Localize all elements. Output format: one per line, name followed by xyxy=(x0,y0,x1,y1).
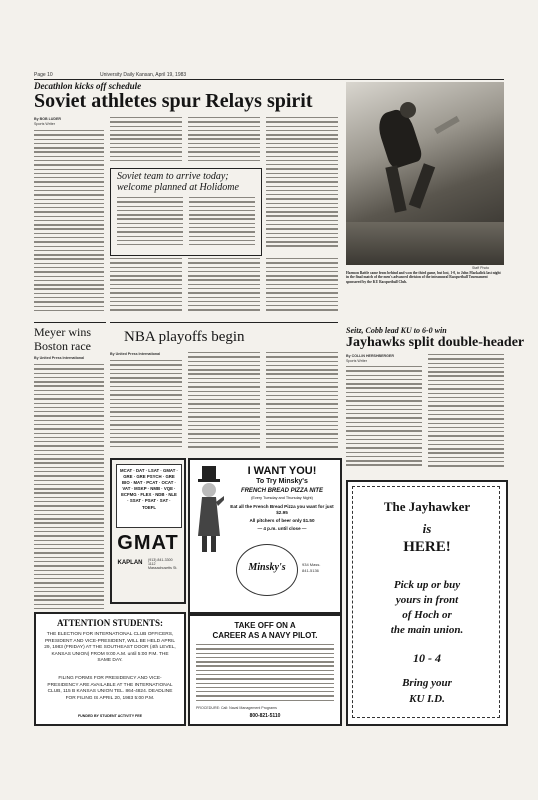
gmat-address: 1112 Massachusetts St. xyxy=(148,562,178,570)
minskys-address: 934 Mass. xyxy=(302,562,321,567)
nba-body-col1 xyxy=(110,360,182,452)
jayhawker-line1: The Jayhawker xyxy=(383,499,471,514)
attention-paragraph1: THE ELECTION FOR INTERNATIONAL CLUB OFFICERS, PRESIDENT AND VICE-PRESIDENT, WILL BE HELD APRIL 29, 1983 (FRIDAY) AT THE SOUTHEAST DOOR (4th LEVEL, KANSAS UNION) FROM 9:00 A.M. until 5:00 P.M. THE SAME DAY. xyxy=(44,632,176,664)
gmat-tests-box xyxy=(116,464,182,528)
attention-ad xyxy=(34,612,186,726)
welcome-headline-line2: welcome planned at Holidome xyxy=(117,182,239,193)
soviet-body-column-3b xyxy=(188,258,260,318)
nba-body-col2 xyxy=(188,352,260,452)
minskys-ad xyxy=(188,458,342,614)
meyer-body xyxy=(34,364,104,640)
jayhawker-line3: HERE! xyxy=(403,539,451,555)
soviet-body-column-1 xyxy=(34,130,104,318)
soviet-body-column-3 xyxy=(188,117,260,163)
jayhawks-headline: Jayhawks split double-header xyxy=(346,335,525,350)
welcome-body-col2 xyxy=(189,197,255,251)
soviet-body-column-2 xyxy=(110,117,182,163)
nba-byline: By United Press International xyxy=(110,352,161,356)
meyer-headline-line1: Meyer wins xyxy=(34,325,91,339)
navy-body xyxy=(196,644,334,704)
jayhawker-line7: the main union. xyxy=(390,624,464,636)
jayhawker-line10: KU I.D. xyxy=(409,693,445,705)
photo-credit: Staff Photo xyxy=(472,266,490,270)
folio-page-number: Page 10 xyxy=(34,72,53,78)
uncle-sam-illustration xyxy=(194,466,224,554)
soviet-body-column-4 xyxy=(266,117,338,255)
minskys-offer1: Eat all the French Bread Pizza you want for just $2.95 xyxy=(230,504,334,515)
soviet-byline-role: Sports Writer xyxy=(34,122,55,126)
meyer-byline: By United Press International xyxy=(34,356,85,360)
navy-headline-line1: TAKE OFF ON A xyxy=(234,621,296,630)
gmat-ad xyxy=(110,458,186,604)
soviet-kicker: Decathlon kicks off schedule xyxy=(34,81,142,91)
attention-paragraph2: FILING FORMS FOR PRESIDENCY AND VICE-PRESIDENCY ARE AVAILABLE AT THE INTERNATIONAL CLUB, 115 B KANSAS UNION TEL. 864-4824. DEADLINE FOR FILING IS APRIL 20, 1983 5:00 P.M. xyxy=(47,676,173,701)
gmat-phone: (913) 841-3300 xyxy=(148,558,173,562)
soviet-body-column-2b xyxy=(110,258,182,318)
nba-headline: NBA playoffs begin xyxy=(124,329,245,345)
navy-ad xyxy=(188,614,342,726)
minskys-headline-line1: I WANT YOU! xyxy=(247,465,317,477)
attention-footer: FUNDED BY STUDENT ACTIVITY FEE xyxy=(77,714,143,718)
soviet-byline: By BOB LUDER xyxy=(34,117,61,121)
jayhawker-line6: of Hoch or xyxy=(402,609,452,621)
jayhawker-line8: 10 - 4 xyxy=(413,651,441,665)
jayhawks-kicker: Seitz, Cobb lead KU to 6-0 win xyxy=(346,326,447,335)
folio-paper-name: University Daily Kansan, April 19, 1983 xyxy=(100,72,187,78)
welcome-body-col1 xyxy=(117,197,183,251)
attention-headline: ATTENTION STUDENTS: xyxy=(56,618,164,628)
jayhawks-byline-role: Sports Writer xyxy=(346,359,367,363)
jayhawker-line4: Pick up or buy xyxy=(393,579,461,591)
jayhawker-ad xyxy=(346,480,508,726)
photo-caption: Harmon Battle came from behind and won the third game, but lost, 1-0, to John Mackalick last night in the final match of the men's advanced division of the intramural Racquetball Tournament sponsored by the KU Racquetball Club. xyxy=(346,271,501,284)
minskys-offer2: All pitchers of beer only $1.50 xyxy=(249,518,315,523)
jayhawker-line2: is xyxy=(422,521,432,536)
nba-body-col3 xyxy=(266,352,338,452)
minskys-product: FRENCH BREAD PIZZA NITE xyxy=(240,488,324,494)
jayhawks-body-col2 xyxy=(428,354,504,474)
minskys-phone: 841-5136 xyxy=(302,568,319,573)
navy-phone: 800-821-5110 xyxy=(249,713,281,719)
minskys-headline-line2: To Try Minsky's xyxy=(256,478,308,485)
minskys-brand: Minsky's xyxy=(248,562,286,573)
minskys-logo xyxy=(236,544,298,596)
soviet-body-column-4b xyxy=(266,258,338,318)
jayhawker-line5: yours in front xyxy=(395,594,459,606)
gmat-name: GMAT xyxy=(117,532,179,554)
kaplan-logo: KAPLAN xyxy=(117,560,143,566)
welcome-headline-line1: Soviet team to arrive today; xyxy=(117,171,229,182)
soviet-headline: Soviet athletes spur Relays spirit xyxy=(34,90,313,112)
gmat-tests: MCAT · DAT · LSAT · GMAT · GRE · GRE PSYCH · GRE BIO · MAT · PCAT · OCAT · VAT · MSKP · NMB · VQE · ECFMG · FLEX · NDB · NLE · SSAT · PSAT · SAT · TOEFL xyxy=(120,468,178,510)
gmat-contact xyxy=(148,558,180,594)
jayhawker-line9: Bring your xyxy=(402,677,452,689)
jayhawks-body-col1 xyxy=(346,366,422,474)
navy-contact: PROCEDURE: Call: Naval Management Programs xyxy=(196,706,277,710)
jayhawks-byline: By COLLIN HERSHBERGER xyxy=(346,354,394,358)
minskys-schedule: (Every Tuesday and Thursday Night) xyxy=(251,496,313,500)
welcome-box xyxy=(110,168,262,256)
minskys-hours: — 4 p.m. until close — xyxy=(257,526,307,531)
navy-headline-line2: CAREER AS A NAVY PILOT. xyxy=(212,631,318,640)
meyer-headline-line2: Boston race xyxy=(34,339,91,353)
racquetball-photo xyxy=(346,82,504,265)
